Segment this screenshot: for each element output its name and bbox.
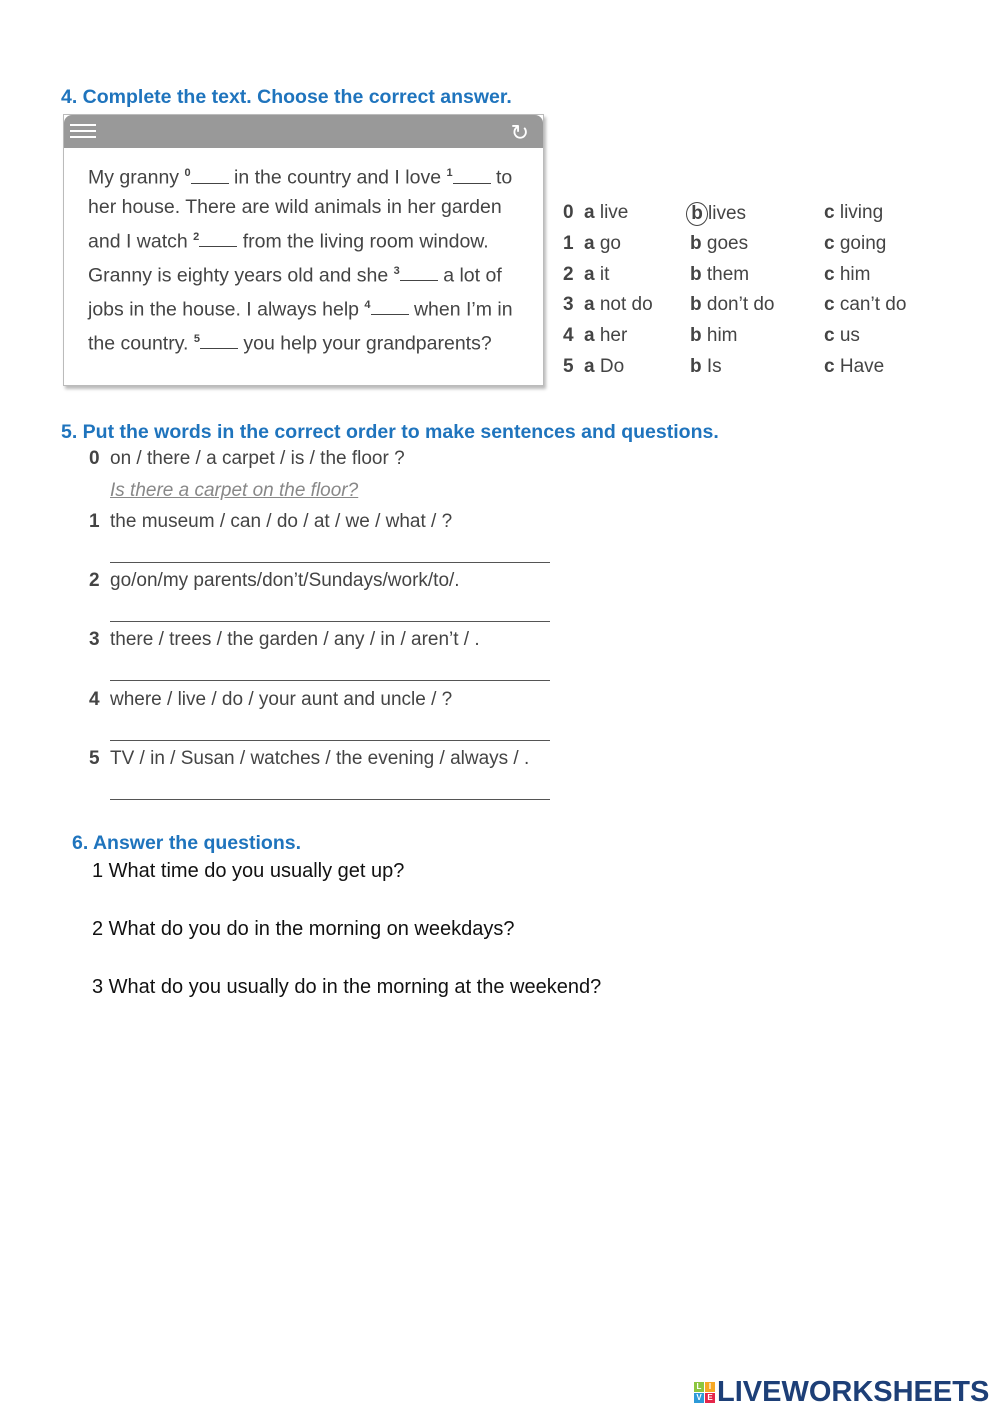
gap-2[interactable] [199, 229, 237, 247]
option-5-a[interactable] [584, 356, 624, 378]
option-0-c[interactable] [824, 202, 883, 224]
paragraph [88, 159, 528, 359]
gap-0[interactable] [191, 166, 229, 184]
option-letter: c [824, 232, 835, 254]
option-2-c[interactable] [824, 264, 870, 286]
gap-number: 1 [446, 167, 453, 179]
selected-circle [686, 202, 708, 226]
text-panel [63, 114, 544, 386]
item-words: the museum / can / do / at / we / what / ? [110, 511, 453, 532]
gap-number: 5 [193, 332, 200, 345]
option-0-b[interactable] [690, 202, 746, 226]
option-letter: b [690, 263, 702, 285]
tile: I [705, 1382, 715, 1392]
option-text: them [706, 263, 750, 285]
option-text: go [599, 232, 621, 254]
gap-number: 4 [364, 298, 371, 311]
option-number: 0 [563, 202, 574, 223]
option-letter: c [824, 263, 835, 285]
option-text: going [839, 232, 887, 254]
option-letter: c [824, 294, 835, 316]
option-letter: b [690, 294, 702, 316]
option-2-a[interactable] [584, 264, 609, 286]
section-5-title: 5. Put the words in the correct order to make sentences and questions. [61, 421, 719, 443]
option-text: living [839, 202, 884, 223]
option-text: lives [708, 203, 747, 224]
option-3-a[interactable] [584, 294, 653, 316]
option-letter: a [584, 294, 595, 316]
option-text: Do [599, 356, 625, 377]
option-row-number [563, 356, 574, 378]
question: 2 What do you do in the morning on weekdays? [92, 918, 515, 940]
option-number: 1 [563, 232, 574, 254]
option-1-a[interactable] [584, 233, 621, 255]
item-words: go/on/my parents/don’t/Sundays/work/to/. [110, 570, 460, 591]
option-4-a[interactable] [584, 325, 627, 347]
option-letter: a [584, 232, 595, 254]
option-letter: c [824, 356, 835, 377]
text: to her house. There are wild animals in her garden and I watch [88, 166, 513, 253]
option-letter: c [824, 325, 835, 347]
option-text: Have [839, 356, 885, 377]
option-text: Is [706, 356, 722, 377]
option-text: can’t do [839, 294, 907, 316]
text: from the living room window. Granny is eighty years old and she [88, 230, 489, 287]
question: 1 What time do you usually get up? [92, 860, 405, 882]
option-letter: b [690, 356, 702, 377]
text: you help your grandparents? [238, 332, 492, 355]
item-words: on / there / a carpet / is / the floor ? [110, 448, 405, 469]
text: My granny [88, 166, 185, 189]
option-text: him [839, 263, 871, 285]
tile: V [694, 1393, 704, 1403]
option-text: live [599, 202, 629, 223]
text: in the country and I love [228, 166, 447, 189]
option-letter: a [584, 356, 595, 377]
option-text: not do [599, 294, 653, 316]
option-letter: a [584, 325, 595, 347]
answer-line[interactable] [110, 740, 550, 741]
question: 3 What do you usually do in the morning at the weekend? [92, 976, 602, 998]
option-row-number [563, 325, 574, 347]
gap-1[interactable] [453, 166, 491, 184]
option-4-c[interactable] [824, 325, 860, 347]
item-words: TV / in / Susan / watches / the evening / always / . [110, 748, 530, 769]
option-letter: c [824, 202, 835, 223]
section-6-title: 6. Answer the questions. [72, 832, 301, 854]
answer-line[interactable] [110, 799, 550, 800]
gap-4[interactable] [371, 297, 409, 315]
option-5-c[interactable] [824, 356, 884, 378]
item-number: 4 [89, 689, 100, 710]
refresh-icon[interactable]: ↻ [510, 120, 529, 145]
text: when I’m in the country. [88, 298, 513, 355]
option-letter: b [690, 325, 702, 347]
option-row-number [563, 264, 574, 286]
logo-tiles-icon [694, 1382, 715, 1403]
option-row-number [563, 233, 574, 255]
option-text: don’t do [706, 294, 775, 316]
liveworksheets-logo [694, 1376, 989, 1409]
answer-line[interactable] [110, 562, 550, 563]
tile: L [694, 1382, 704, 1392]
option-text: goes [706, 232, 749, 254]
option-0-a[interactable] [584, 202, 628, 224]
gap-5[interactable] [200, 331, 238, 349]
section-4-title: 4. Complete the text. Choose the correct answer. [61, 86, 512, 108]
text: a lot of jobs in the house. I always help [88, 264, 502, 321]
option-letter: a [584, 263, 595, 285]
item-number: 5 [89, 748, 100, 769]
item-number: 2 [89, 570, 100, 591]
option-number: 4 [563, 325, 574, 347]
gap-number: 0 [184, 167, 191, 179]
tile: E [705, 1393, 715, 1403]
menu-icon[interactable] [70, 124, 96, 142]
item-number: 0 [89, 448, 100, 469]
option-3-b[interactable] [690, 294, 775, 316]
gap-3[interactable] [400, 263, 438, 281]
option-number: 3 [563, 294, 574, 316]
option-text: him [706, 325, 738, 347]
option-text: us [839, 325, 860, 347]
answer-line[interactable] [110, 680, 550, 681]
option-row-number [563, 294, 574, 316]
option-4-b[interactable] [690, 325, 738, 347]
gap-number: 2 [193, 230, 200, 243]
option-number: 2 [563, 263, 574, 285]
option-1-b[interactable] [690, 233, 748, 255]
option-text: her [599, 325, 628, 347]
item-number: 1 [89, 511, 100, 532]
answer-line[interactable] [110, 621, 550, 622]
option-text: it [599, 263, 610, 285]
item-words: there / trees / the garden / any / in / aren’t / . [110, 629, 480, 650]
panel-header [64, 115, 543, 148]
item-number: 3 [89, 629, 100, 650]
option-letter: a [584, 202, 595, 223]
option-5-b[interactable] [690, 356, 722, 378]
option-letter: b [690, 232, 702, 254]
example-answer: Is there a carpet on the floor? [110, 480, 359, 501]
gap-number: 3 [393, 264, 400, 277]
logo-text: LIVEWORKSHEETS [717, 1376, 990, 1408]
item-words: where / live / do / your aunt and uncle / ? [110, 689, 453, 710]
option-letter: b [691, 203, 703, 224]
option-number: 5 [563, 356, 574, 377]
option-1-c[interactable] [824, 233, 886, 255]
option-3-c[interactable] [824, 294, 906, 316]
option-row-number [563, 202, 574, 224]
option-2-b[interactable] [690, 264, 749, 286]
